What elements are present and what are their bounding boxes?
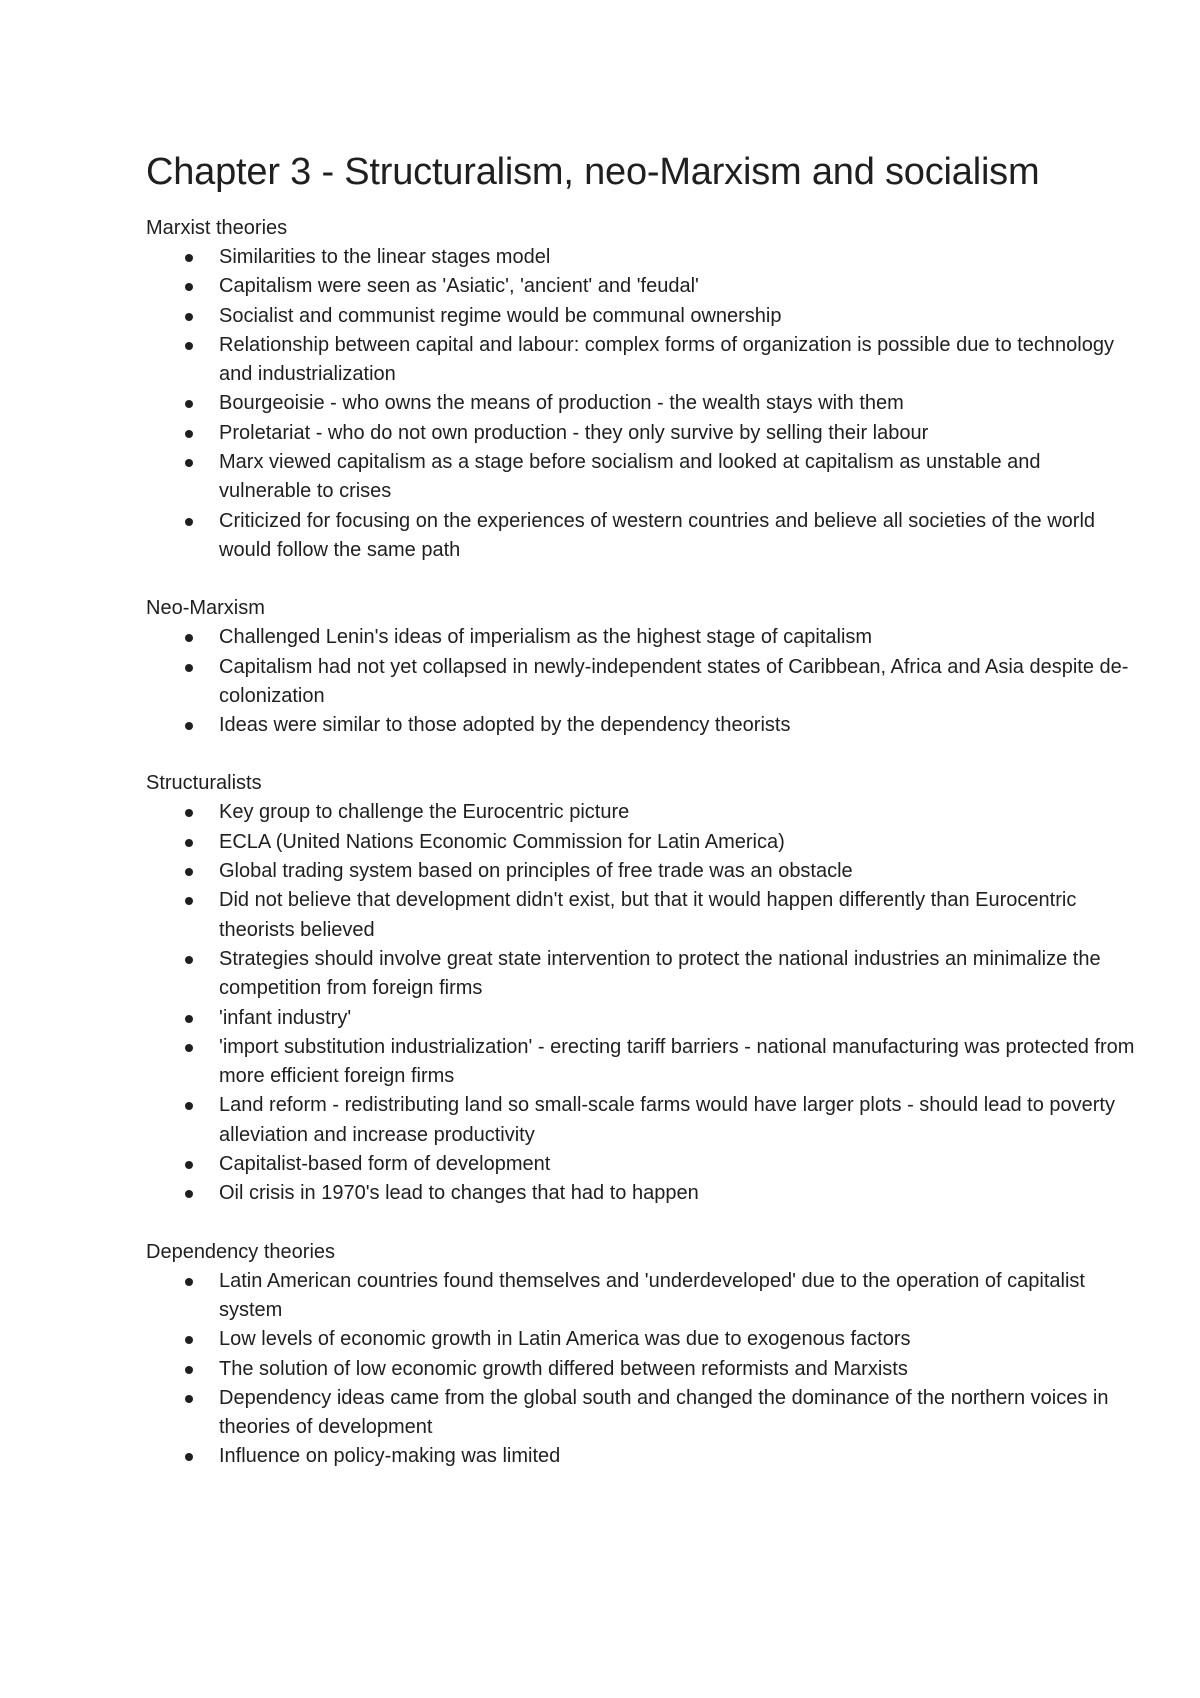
list-item-text: Key group to challenge the Eurocentric picture xyxy=(219,801,630,824)
list-item-text: Capitalist-based form of development xyxy=(219,1153,551,1176)
bullet-icon xyxy=(185,809,193,817)
list-item xyxy=(146,1355,1136,1384)
bullet-list xyxy=(146,623,1129,740)
list-item xyxy=(146,243,1136,272)
list-item xyxy=(146,798,1136,827)
list-item xyxy=(146,1267,1136,1326)
list-item-text: The solution of low economic growth differed between reformists and Marxists xyxy=(219,1357,908,1380)
list-item xyxy=(146,828,1136,857)
bullet-icon xyxy=(185,839,193,847)
bullet-icon xyxy=(185,722,193,730)
list-item xyxy=(146,507,1136,566)
document-page xyxy=(146,146,1135,1501)
list-item-text: Influence on policy-making was limited xyxy=(219,1445,561,1468)
list-item-text: Low levels of economic growth in Latin America was due to exogenous factors xyxy=(219,1328,911,1351)
list-item xyxy=(146,302,1136,331)
section xyxy=(146,214,1114,565)
bullet-icon xyxy=(185,518,193,526)
list-item xyxy=(146,331,1136,390)
list-item xyxy=(146,886,1136,945)
list-item-text: Challenged Lenin's ideas of imperialism as the highest stage of capitalism xyxy=(219,626,873,649)
list-item-text: Capitalism were seen as 'Asiatic', 'ancient' and 'feudal' xyxy=(219,275,699,298)
bullet-icon xyxy=(185,1366,193,1374)
list-item xyxy=(146,623,1136,652)
list-item xyxy=(146,1442,1136,1471)
list-item-text: Criticized for focusing on the experiences of western countries and believe all societies of the world would follow the same path xyxy=(219,509,1096,561)
list-item-text: Socialist and communist regime would be communal ownership xyxy=(219,304,782,327)
sections-container xyxy=(146,214,1135,1472)
list-item-text: Bourgeoisie - who owns the means of production - the wealth stays with them xyxy=(219,392,904,415)
list-item-text: Strategies should involve great state intervention to protect the national industries an minimalize the competition from foreign firms xyxy=(219,947,1101,1000)
list-item-text: Land reform - redistributing land so small-scale farms would have larger plots - should lead to poverty alleviation and increase productivity xyxy=(219,1094,1115,1146)
list-item xyxy=(146,711,1136,740)
section-heading: Neo-Marxism xyxy=(146,597,265,620)
bullet-icon xyxy=(185,283,193,291)
list-item-text: Proletariat - who do not own production - they only survive by selling their labour xyxy=(219,421,929,444)
list-item xyxy=(146,1033,1136,1092)
bullet-icon xyxy=(185,1044,193,1052)
list-item xyxy=(146,419,1136,448)
list-item xyxy=(146,857,1136,886)
list-item-text: Latin American countries found themselves and 'underdeveloped' due to the operation of capitalist system xyxy=(219,1269,1085,1321)
bullet-icon xyxy=(185,342,193,350)
list-item-text: Did not believe that development didn't exist, but that it would happen differently than Eurocentric theorists believed xyxy=(219,889,1077,941)
list-item-text: 'infant industry' xyxy=(219,1006,352,1029)
bullet-list xyxy=(146,798,1135,1208)
list-item xyxy=(146,389,1136,418)
bullet-icon xyxy=(185,254,193,262)
list-item xyxy=(146,272,1136,301)
list-item-text: Dependency ideas came from the global south and changed the dominance of the northern voices in theories of development xyxy=(219,1386,1109,1439)
bullet-list xyxy=(146,1267,1109,1472)
list-item-text: Marx viewed capitalism as a stage before socialism and looked at capitalism as unstable and vulnerable to crises xyxy=(219,451,1041,503)
bullet-icon xyxy=(185,897,193,905)
bullet-icon xyxy=(185,956,193,964)
bullet-icon xyxy=(185,1190,193,1198)
list-item-text: 'import substitution industrialization' - erecting tariff barriers - national manufacturing was protected from more efficient foreign firms xyxy=(219,1035,1135,1088)
list-item xyxy=(146,1179,1136,1208)
list-item xyxy=(146,945,1136,1004)
bullet-icon xyxy=(185,1102,193,1110)
bullet-icon xyxy=(185,430,193,438)
section-heading: Structuralists xyxy=(146,772,262,795)
bullet-list xyxy=(146,243,1114,565)
bullet-icon xyxy=(185,664,193,672)
bullet-icon xyxy=(185,1015,193,1023)
bullet-icon xyxy=(185,868,193,876)
bullet-icon xyxy=(185,1395,193,1403)
list-item xyxy=(146,1150,1136,1179)
bullet-icon xyxy=(185,400,193,408)
list-item-text: Similarities to the linear stages model xyxy=(219,246,551,268)
bullet-icon xyxy=(185,1161,193,1169)
page-title: Chapter 3 - Structuralism, neo-Marxism and socialism xyxy=(146,151,1040,193)
list-item xyxy=(146,653,1136,712)
list-item xyxy=(146,1325,1136,1354)
bullet-icon xyxy=(185,313,193,321)
bullet-icon xyxy=(185,1336,193,1344)
bullet-icon xyxy=(185,634,193,642)
bullet-icon xyxy=(185,1453,193,1461)
bullet-icon xyxy=(185,459,193,467)
list-item-text: Ideas were similar to those adopted by the dependency theorists xyxy=(219,714,791,737)
list-item-text: Global trading system based on principles of free trade was an obstacle xyxy=(219,860,853,883)
list-item xyxy=(146,448,1136,507)
list-item xyxy=(146,1004,1136,1033)
list-item-text: ECLA (United Nations Economic Commission for Latin America) xyxy=(219,830,785,853)
section-heading: Marxist theories xyxy=(146,217,288,239)
section-heading: Dependency theories xyxy=(146,1240,336,1263)
list-item xyxy=(146,1091,1136,1150)
section xyxy=(146,1238,1109,1472)
bullet-icon xyxy=(185,1278,193,1286)
section xyxy=(146,769,1135,1208)
list-item-text: Capitalism had not yet collapsed in newly-independent states of Caribbean, Africa and Asia despite de-colonization xyxy=(219,655,1129,707)
list-item-text: Oil crisis in 1970's lead to changes that had to happen xyxy=(219,1182,699,1205)
section xyxy=(146,594,1129,740)
list-item xyxy=(146,1384,1136,1443)
list-item-text: Relationship between capital and labour: complex forms of organization is possible due to technology and industrialization xyxy=(219,333,1114,386)
